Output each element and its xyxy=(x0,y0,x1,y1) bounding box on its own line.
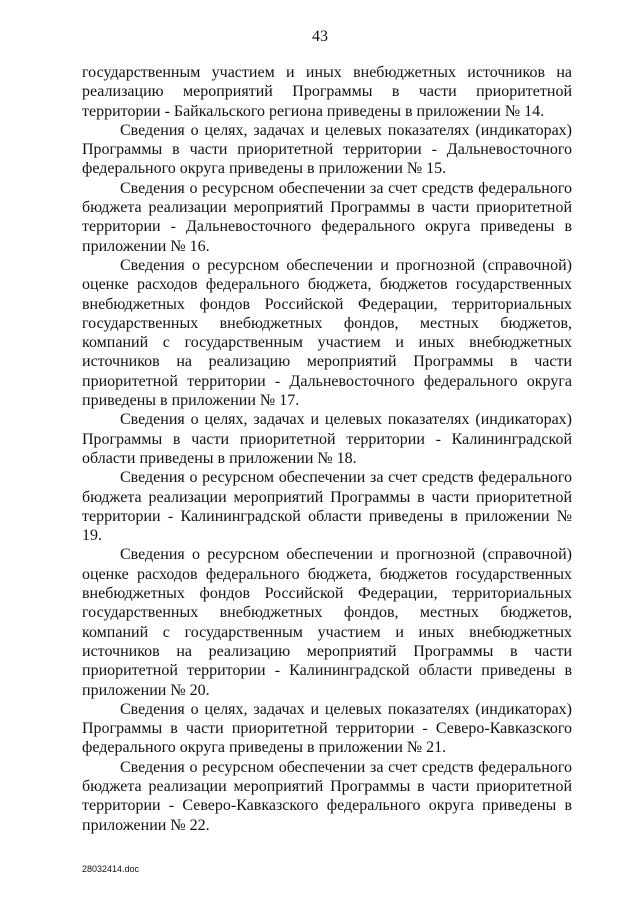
page-number: 43 xyxy=(312,28,328,45)
document-file-code: 28032414.doc xyxy=(82,864,140,874)
paragraph-appendix-17: Сведения о ресурсном обеспечении и прогнозной (справочной) оценке расходов федерального бюджета, бюджетов государственных внебюджетных фондов Российской Федерации, территориальных государственных внебюджетных фондов, местных бюджетов, компаний с государственным участием и иных внебюджетных источников на реализацию мероприятий Программы в части приоритетной территории - Дальневосточного федерального округа приведены в приложении № 17. xyxy=(82,256,572,410)
paragraph-appendix-20: Сведения о ресурсном обеспечении и прогнозной (справочной) оценке расходов федерального бюджета, бюджетов государственных внебюджетных фондов Российской Федерации, территориальных государственных внебюджетных фондов, местных бюджетов, компаний с государственным участием и иных внебюджетных источников на реализацию мероприятий Программы в части приоритетной территории - Калининградской области приведены в приложении № 20. xyxy=(82,546,572,699)
paragraph-appendix-18: Сведения о целях, задачах и целевых показателях (индикаторах) Программы в части приоритетной территории - Калининградской области приведены в приложении № 18. xyxy=(82,411,572,467)
paragraph-appendix-21: Сведения о целях, задачах и целевых показателях (индикаторах) Программы в части приоритетной территории - Северо-Кавказского федерального округа приведены в приложении № 21. xyxy=(82,700,572,757)
paragraph-appendix-22: Сведения о ресурсном обеспечении за счет средств федерального бюджета реализации мероприятий Программы в части приоритетной территории - Северо-Кавказского федерального округа приведены в приложении № 22. xyxy=(82,758,572,834)
paragraph-appendix-16: Сведения о ресурсном обеспечении за счет средств федерального бюджета реализации мероприятий Программы в части приоритетной территории - Дальневосточного федерального округа приведены в приложении № 16. xyxy=(82,179,572,255)
paragraph-continued: государственным участием и иных внебюджетных источников на реализацию мероприятий Программы в части приоритетной территории - Байкальского региона приведены в приложении № 14. xyxy=(82,64,572,120)
paragraph-appendix-19: Сведения о ресурсном обеспечении за счет средств федерального бюджета реализации мероприятий Программы в части приоритетной территории - Калининградской области приведены в приложении № 19. xyxy=(82,469,572,545)
paragraph-appendix-15: Сведения о целях, задачах и целевых показателях (индикаторах) Программы в части приоритетной территории - Дальневосточного федерального округа приведены в приложении № 15. xyxy=(82,121,572,178)
document-body xyxy=(82,63,572,835)
